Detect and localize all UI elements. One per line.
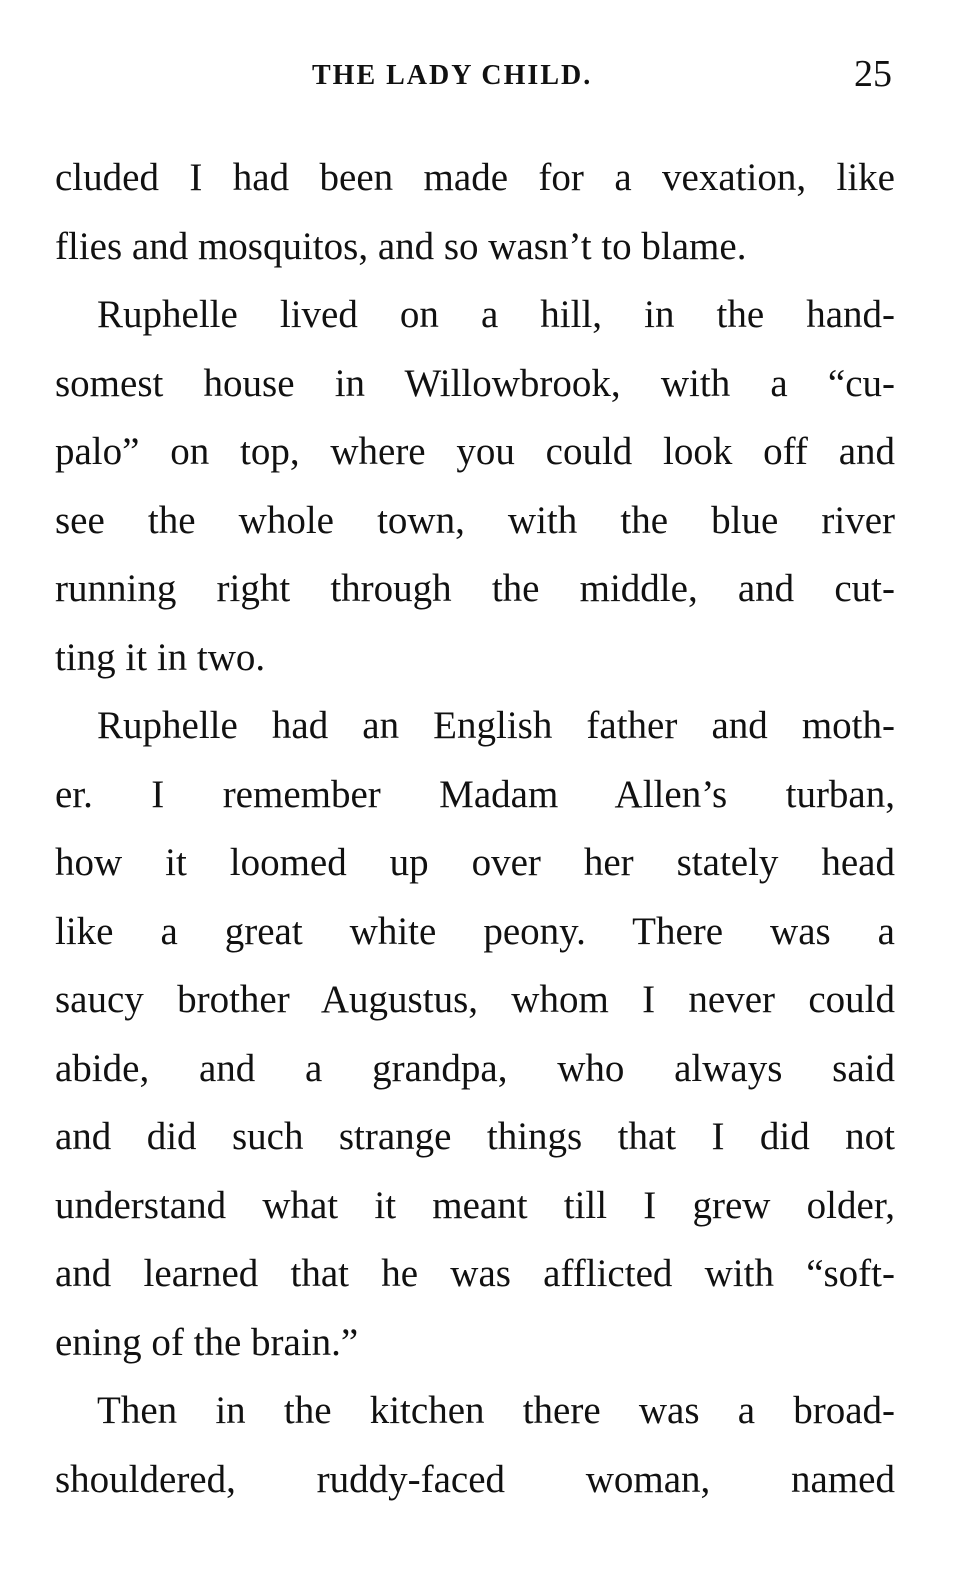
text-line: er. I remember Madam Allen’s turban, — [55, 772, 895, 816]
text-line: how it loomed up over her stately head — [55, 841, 895, 884]
text-line: running right through the middle, and cut- — [55, 567, 895, 610]
text-line: somest house in Willowbrook, with a “cu- — [55, 361, 895, 405]
body-text — [55, 144, 895, 1514]
running-head — [0, 52, 962, 100]
text-line: Then in the kitchen there was a broad- — [97, 1389, 895, 1432]
text-line: abide, and a grandpa, who always said — [55, 1046, 895, 1090]
text-line: cluded I had been made for a vexation, like — [55, 156, 895, 199]
text-line: and did such strange things that I did not — [55, 1115, 895, 1158]
text-line: understand what it meant till I grew older, — [55, 1183, 895, 1227]
text-line: see the whole town, with the blue river — [55, 498, 895, 542]
text-line: like a great white peony. There was a — [55, 909, 895, 953]
text-line: flies and mosquitos, and so wasn’t to blame. — [55, 224, 747, 268]
text-line: and learned that he was afflicted with “soft- — [55, 1252, 895, 1295]
page-number: 25 — [854, 53, 892, 95]
text-line: ting it in two. — [55, 635, 266, 679]
text-line: ening of the brain.” — [55, 1320, 359, 1364]
text-line: saucy brother Augustus, whom I never could — [55, 978, 895, 1021]
text-line: Ruphelle had an English father and moth- — [97, 704, 895, 747]
text-line: shouldered, ruddy-faced woman, named — [55, 1457, 895, 1501]
text-line: Ruphelle lived on a hill, in the hand- — [97, 293, 895, 336]
running-title: THE LADY CHILD. — [312, 60, 593, 91]
text-line: palo” on top, where you could look off and — [55, 430, 895, 473]
